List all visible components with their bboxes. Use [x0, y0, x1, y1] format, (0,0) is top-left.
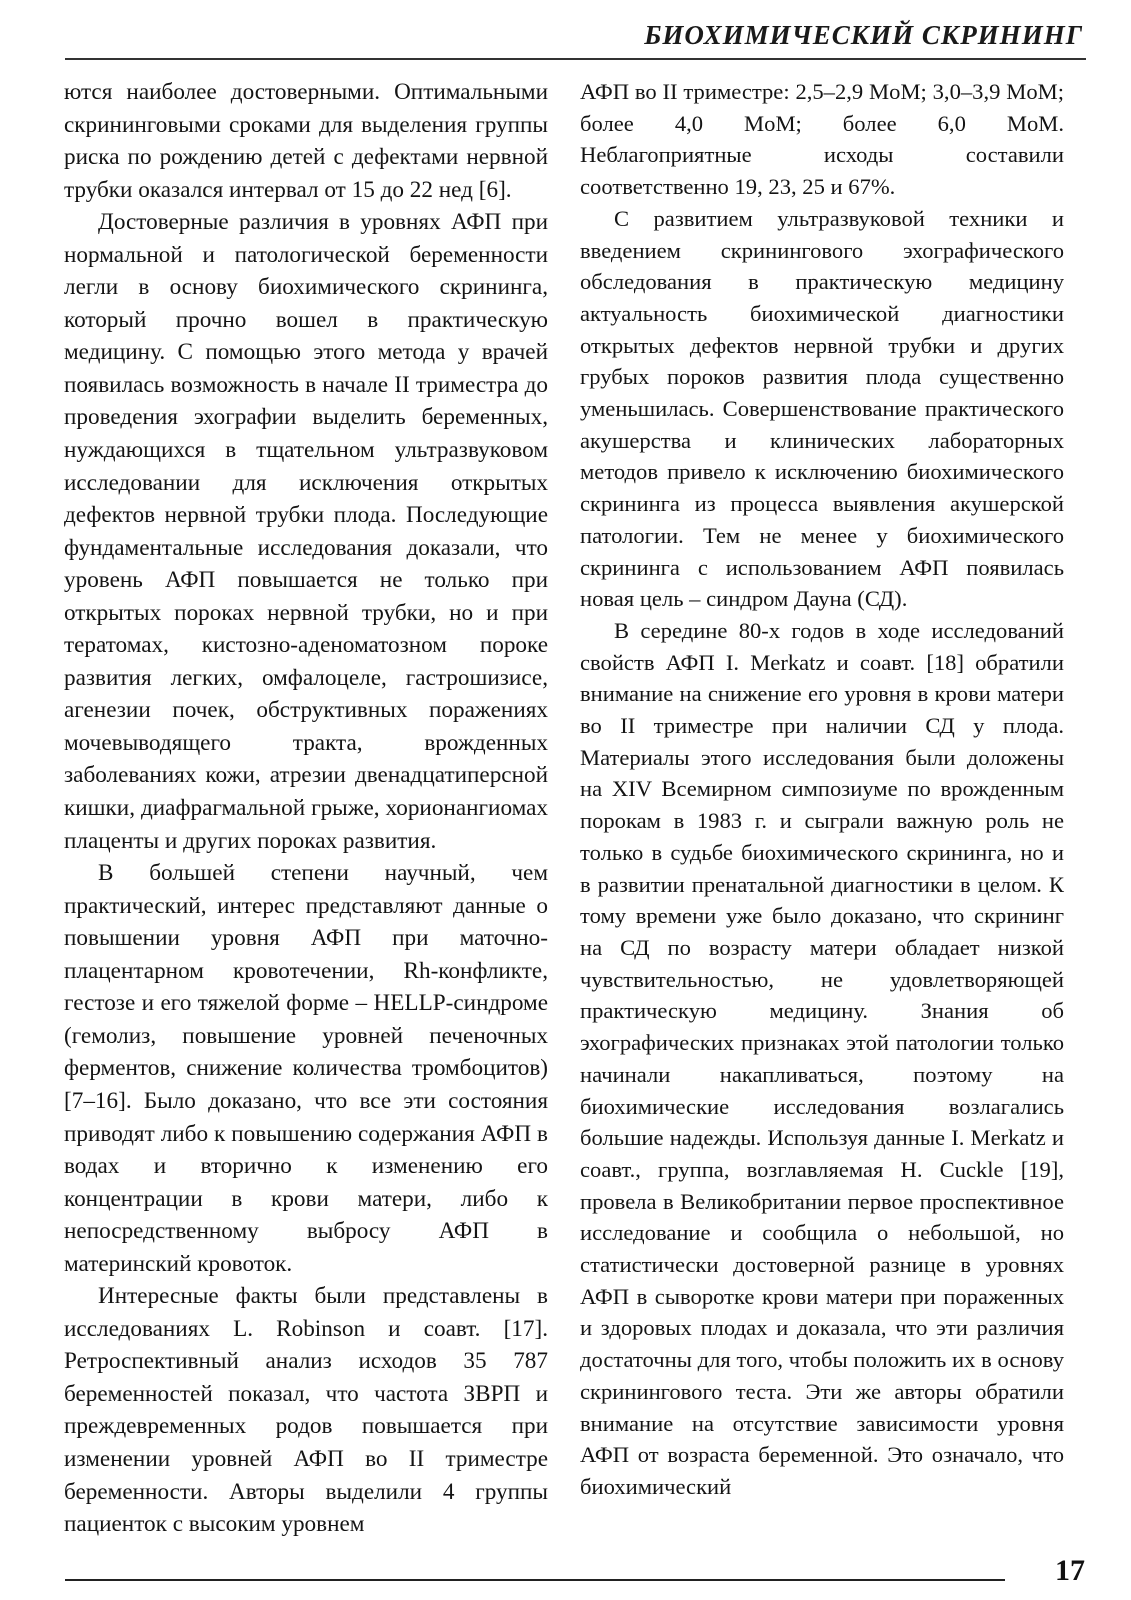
paragraph: ются наиболее достоверными. Оптимальными скрининговыми сроками для выделения группы риска по рождению детей с дефектами нервной трубки оказался интервал от 15 до 22 нед [6]. [64, 79, 548, 203]
footer-rule [65, 1579, 1005, 1581]
paragraph: АФП во II триместре: 2,5–2,9 MoM; 3,0–3,9 MoM; более 4,0 MoM; более 6,0 MoM. Неблагоприятные исходы составили соответственно 19, 23, 25 и 67%. [580, 79, 1064, 200]
running-head: БИОХИМИЧЕСКИЙ СКРИНИНГ [644, 20, 1083, 50]
paragraph: В большей степени научный, чем практический, интерес представляют данные о повышении уровня АФП при маточно-плацентарном кровотечении, Rh-конфликте, гестозе и его тяжелой форме – HELLP-синдроме (гемолиз, повышение уровней печеночных ферментов, снижение количества тромбоцитов) [7–16]. Было доказано, что все эти состояния приводят либо к повышению содержания АФП в водах и вторично к изменению его концентрации в крови матери, либо к непосредственному выбросу АФП в материнский кровоток. [64, 860, 548, 1277]
paragraph: В середине 80-х годов в ходе исследований свойств АФП I. Merkatz и соавт. [18] обратили внимание на снижение его уровня в крови матери во II триместре при наличии СД у плода. Материалы этого исследования были доложены на XIV Всемирном симпозиуме по врожденным порокам в 1983 г. и сыграли важную роль не только в судьбе биохимического скрининга, но и в развитии пренатальной диагностики в целом. К тому времени уже было доказано, что скрининг на СД по возрасту матери обладает низкой чувствительностью, не удовлетворяющей практическую медицину. Знания об эхографических признаках этой патологии только начинали накапливаться, поэтому на биохимические исследования возлагались большие надежды. Используя данные I. Merkatz и соавт., группа, возглавляемая H. Cuckle [19], провела в Великобритании первое проспективное исследование и сообщила о небольшой, но статистически достоверной разнице в уровнях АФП в сыворотке крови матери при пораженных и здоровых плодах и доказала, что эти различия достаточны для того, чтобы положить их в основу скринингового теста. Эти же авторы обратили внимание на отсутствие зависимости уровня АФП от возраста беременной. Это означало, что биохимический [580, 617, 1064, 1499]
page-number: 17 [1055, 1554, 1085, 1587]
paragraph: С развитием ультразвуковой техники и введением скринингового эхографического обследования в практическую медицину актуальность биохимической диагностики открытых дефектов нервной трубки и других грубых пороков развития плода существенно уменьшилась. Совершенствование практического акушерства и клинических лабораторных методов привело к исключению биохимического скрининга из процесса выявления акушерской патологии. Тем не менее у биохимического скрининга с использованием АФП появилась новая цель – синдром Дауна (СД). [580, 205, 1064, 612]
header-rule [65, 58, 1086, 60]
right-column [580, 76, 1064, 1503]
paragraph: Интересные факты были представлены в исследованиях L. Robinson и соавт. [17]. Ретроспективный анализ исходов 35 787 беременностей показал, что частота ЗВРП и преждевременных родов повышается при изменении уровней АФП во II триместре беременности. Авторы выделили 4 группы пациенток с высоким уровнем [64, 1283, 548, 1538]
left-column [64, 76, 548, 1541]
paragraph: Достоверные различия в уровнях АФП при нормальной и патологической беременности легли в основу биохимического скрининга, который прочно вошел в практическую медицину. С помощью этого метода у врачей появилась возможность в начале II триместра до проведения эхографии выделить беременных, нуждающихся в тщательном ультразвуковом исследовании для исключения открытых дефектов нервной трубки плода. Последующие фундаментальные исследования доказали, что уровень АФП повышается не только при открытых пороках нервной трубки, но и при тератомах, кистозно-аденоматозном пороке развития легких, омфалоцеле, гастрошизисе, агенезии почек, обструктивных поражениях мочевыводящего тракта, врожденных заболеваниях кожи, атрезии двенадцатиперсной кишки, диафрагмальной грыже, хорионангиомах плаценты и других пороках развития. [64, 209, 548, 854]
